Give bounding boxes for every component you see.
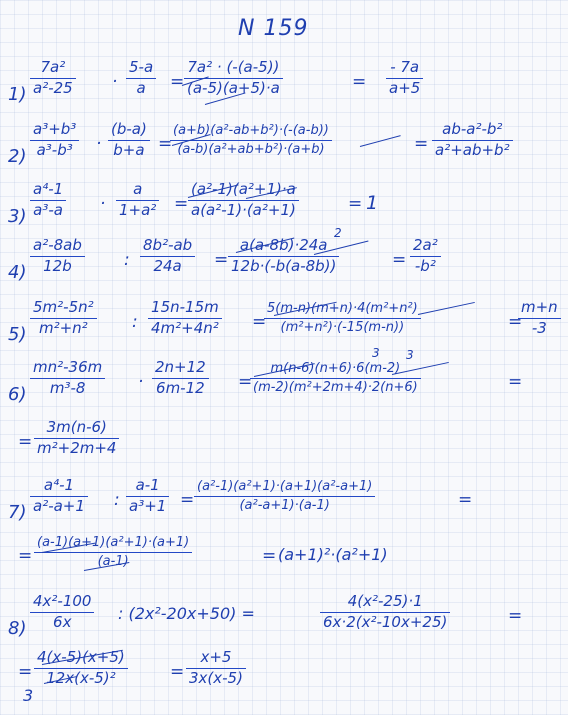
fraction [34,420,119,457]
operator: = [458,490,473,510]
fraction [188,182,299,219]
fraction [410,238,441,275]
problem-6-continuation [0,420,568,470]
denominator: (a²-a+1)·(a-1) [239,497,330,513]
page-corner-number: 3 [23,686,34,705]
denominator: 6x·2(x²-10x+25) [323,612,448,631]
numerator: m+n [521,298,558,316]
operator: : [114,490,120,510]
fraction [186,650,246,687]
denominator: m³-8 [49,378,86,397]
operator: = [508,312,523,332]
operator: = [508,372,523,392]
fraction [518,300,561,337]
fraction [152,360,209,397]
denominator: a [136,78,146,97]
numerator: (a²-1)(a²+1)·a [191,180,296,198]
numerator: a [133,180,143,198]
operator: · [112,72,118,92]
problem-number: 1) [8,84,27,105]
denominator: 1+a² [119,200,157,219]
numerator: (b-a) [111,120,147,138]
denominator: 24a [153,256,182,275]
fraction [170,124,332,156]
cancel-note: 3 [406,348,414,362]
fraction [264,302,421,334]
numerator: 5m²-5n² [33,298,94,316]
numerator: mn²-36m [33,358,103,376]
numerator: 3m(n-6) [46,418,107,436]
numerator: 7a² · (-(a-5)) [187,58,280,76]
denominator: 6m-12 [156,378,205,397]
fraction [126,478,169,515]
denominator: a²-a+1 [33,496,85,515]
problem-8-continuation [0,650,568,700]
numerator: (a²-1)(a²+1)·(a+1)(a²-a+1) [197,479,373,494]
numerator: 2n+12 [155,358,206,376]
numerator: 15n-15m [151,298,219,316]
cancel-note: 3 [372,346,380,360]
numerator: (a-1)(a+1)(a²+1)·(a+1) [37,535,190,550]
fraction [140,238,195,275]
numerator: 8b²-ab [143,236,193,254]
denominator: 3x(x-5) [189,668,243,687]
denominator: (a-b)(a²+ab+b²)·(a+b) [177,141,325,157]
numerator: 5(m-n)(m+n)·4(m²+n²) [267,301,418,316]
fraction [108,122,150,159]
numerator: ab-a²-b² [442,120,503,138]
operator: = [180,490,195,510]
denominator: (m²+n²)·(-15(m-n)) [280,319,405,335]
denominator: 12b [43,256,72,275]
denominator: (a-5)(a+5)·a [187,78,280,97]
numerator: 4(x-5)(x+5) [37,648,125,666]
numerator: a³+b³ [33,120,77,138]
numerator: m(n-6)(n+6)·6(m-2) [270,361,401,376]
numerator: (a+b)(a²-ab+b²)·(-(a-b)) [173,123,329,138]
denominator: a(a²-1)·(a²+1) [191,200,296,219]
numerator: 5-a [129,58,154,76]
fraction [30,238,85,275]
denominator: a²+ab+b² [435,140,510,159]
operator: = [352,72,367,92]
operator: : [132,312,138,332]
fraction [228,238,339,275]
fraction [30,360,105,397]
problem-number: 4) [8,262,27,283]
numerator: 4(x²-25)·1 [347,592,423,610]
problem-7-continuation [0,534,568,584]
problem-number: 2) [8,146,27,167]
denominator: (a-1) [97,553,129,569]
problem-number: 5) [8,324,27,345]
fraction [250,362,421,394]
operator: = [18,432,33,452]
denominator: m²+n² [38,318,88,337]
denominator: a³-a [33,200,63,219]
fraction [30,122,79,159]
fraction [30,60,76,97]
fraction [194,480,375,512]
operator: · [96,134,102,154]
operator: · [100,194,106,214]
numerator: a⁴-1 [33,180,64,198]
fraction [116,182,159,219]
operator: = [348,194,363,214]
denominator: 6x [53,612,72,631]
denominator: b+a [113,140,145,159]
fraction [320,594,450,631]
fraction [148,300,222,337]
denominator: a²-25 [33,78,73,97]
page-title: N 159 [238,16,309,41]
denominator: 4m²+4n² [151,318,219,337]
operator: : [124,250,130,270]
operator: = [174,194,189,214]
numerator: 2a² [413,236,438,254]
fraction [30,300,97,337]
denominator: 12x(x-5)² [46,668,116,687]
operator: = [18,662,33,682]
result: (a+1)²·(a²+1) [278,545,388,564]
fraction [386,60,423,97]
operator: = [170,662,185,682]
fraction [432,122,513,159]
problem-number: 3) [8,206,27,227]
operator: = [158,134,173,154]
operator: = [252,312,267,332]
operator: = [170,72,185,92]
problem-number: 8) [8,618,27,639]
numerator: 7a² [40,58,66,76]
cancel-note: 2 [334,226,342,240]
numerator: a⁴-1 [43,476,75,494]
result: 1 [366,192,379,214]
denominator: -3 [531,318,547,337]
denominator: a³+1 [129,496,167,515]
fraction [126,60,156,97]
numerator: a(a-8b)·24a [239,236,328,254]
operator: · [138,372,144,392]
problem-number: 6) [8,384,27,405]
numerator: x+5 [200,648,232,666]
fraction [34,536,192,568]
operator: = [392,250,407,270]
fraction [30,478,88,515]
fraction [30,182,66,219]
fraction [30,594,94,631]
operator: = [214,250,229,270]
numerator: 4x²-100 [33,592,92,610]
numerator: a²-8ab [33,236,82,254]
operator: = [414,134,429,154]
denominator: (m-2)(m²+2m+4)·2(n+6) [253,379,418,395]
denominator: -b² [414,256,436,275]
denominator: 12b·(-b(a-8b)) [231,256,337,275]
denominator: a³-b³ [36,140,73,159]
numerator: - 7a [390,58,420,76]
operator: = [262,546,277,566]
problem-number: 7) [8,502,27,523]
denominator: a+5 [389,78,421,97]
operator: = [18,546,33,566]
operator: : (2x²-20x+50) = [118,604,255,623]
numerator: a-1 [135,476,160,494]
operator: = [238,372,253,392]
denominator: m²+2m+4 [37,438,117,457]
operator: = [508,606,523,626]
